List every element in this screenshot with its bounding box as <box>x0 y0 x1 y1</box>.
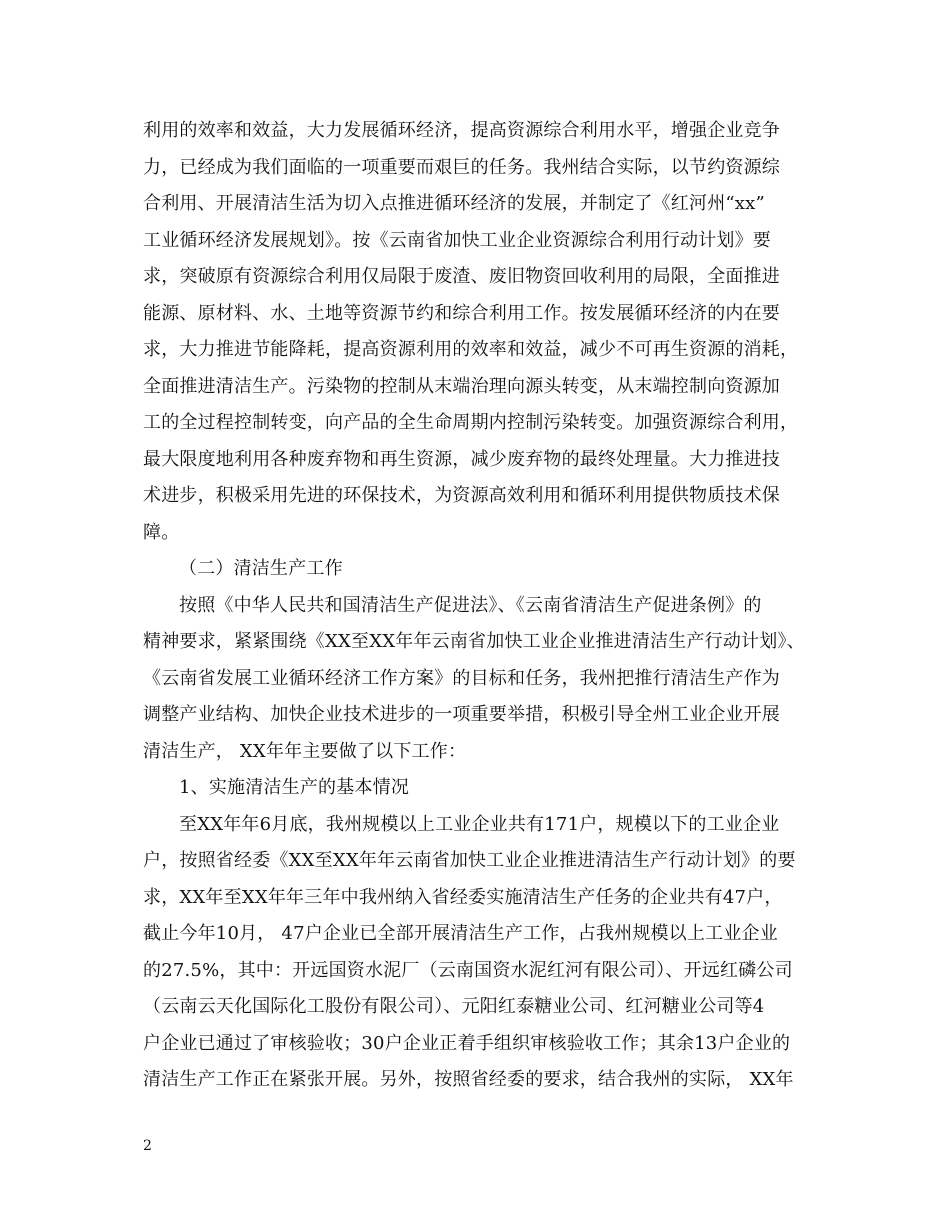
text-line: 清洁生产工作正在紧张开展。另外，按照省经委的要求，结合我州的实际， XX年 <box>143 1069 794 1090</box>
text-line: 合利用、开展清洁生活为切入点推进循环经济的发展，并制定了《红河州“xx” <box>143 193 765 214</box>
text-line: 术进步，积极采用先进的环保技术，为资源高效利用和循环利用提供物质技术保 <box>143 485 780 506</box>
text-line: 至XX年年6月底，我州规模以上工业企业共有171户，规模以下的工业企业 <box>179 813 780 835</box>
text-line: 户企业已通过了审核验收；30户企业正着手组织审核验收工作；其余13户企业的 <box>143 1032 791 1054</box>
text-line: 求，突破原有资源综合利用仅局限于废渣、废旧物资回收利用的局限，全面推进 <box>143 266 780 287</box>
text-line: 的27.5%，其中：开远国资水泥厂（云南国资水泥红河有限公司）、开远红磷公司 <box>143 959 793 981</box>
text-line: 最大限度地利用各种废弃物和再生资源，减少废弃物的最终处理量。大力推进技 <box>143 448 780 470</box>
text-line: 清洁生产， XX年年主要做了以下工作： <box>143 740 467 762</box>
text-line: 力，已经成为我们面临的一项重要而艰巨的任务。我州结合实际，以节约资源综 <box>143 156 780 178</box>
text-line: 《云南省发展工业循环经济工作方案》的目标和任务，我州把推行清洁生产作为 <box>143 667 780 689</box>
text-line: （二）清洁生产工作 <box>179 558 343 579</box>
text-line: （云南云天化国际化工股份有限公司）、元阳红泰糖业公司、红河糖业公司等4 <box>143 996 765 1017</box>
text-line: 精神要求，紧紧围绕《XX至XX年年云南省加快工业企业推进清洁生产行动计划》、 <box>143 631 805 652</box>
text-line: 截止今年10月， 47户企业已全部开展清洁生产工作，占我州规模以上工业企业 <box>143 923 778 944</box>
text-line: 调整产业结构、加快企业技术进步的一项重要举措，积极引导全州工业企业开展 <box>143 704 780 725</box>
text-line: 障。 <box>143 521 180 543</box>
body-text <box>143 113 813 1099</box>
text-line: 1、实施清洁生产的基本情况 <box>179 777 410 798</box>
text-line: 户，按照省经委《XX至XX年年云南省加快工业企业推进清洁生产行动计划》的要 <box>143 850 796 871</box>
page-number: 2 <box>143 1138 152 1154</box>
text-line: 全面推进清洁生产。污染物的控制从末端治理向源头转变，从末端控制向资源加 <box>143 375 780 397</box>
text-line: 能源、原材料、水、土地等资源节约和综合利用工作。按发展循环经济的内在要 <box>143 302 780 324</box>
text-line: 利用的效率和效益，大力发展循环经济，提高资源综合利用水平，增强企业竞争 <box>143 120 780 141</box>
text-line: 工业循环经济发展规划》。按《云南省加快工业企业资源综合利用行动计划》要 <box>143 229 771 251</box>
text-line: 按照《中华人民共和国清洁生产促进法》、《云南省清洁生产促进条例》的 <box>179 594 762 616</box>
text-line: 求，大力推进节能降耗，提高资源利用的效率和效益，减少不可再生资源的消耗， <box>143 339 799 360</box>
text-line: 求，XX年至XX年年三年中我州纳入省经委实施清洁生产任务的企业共有47户， <box>143 886 783 908</box>
text-line: 工的全过程控制转变，向产品的全生命周期内控制污染转变。加强资源综合利用， <box>143 412 799 433</box>
